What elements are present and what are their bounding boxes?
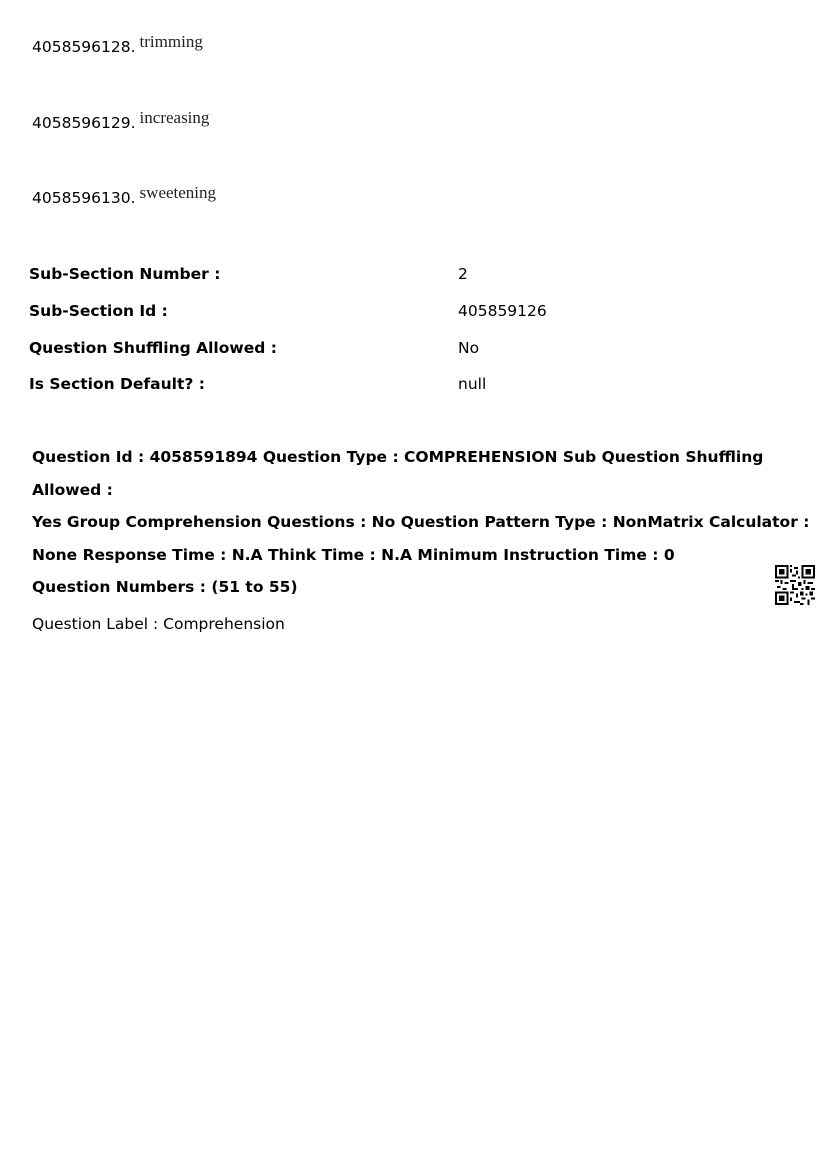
table-row: [29, 329, 589, 366]
question-header-line: Yes Group Comprehension Questions : No Question Pattern Type : NonMatrix Calculator :: [32, 513, 810, 532]
option-row: [32, 108, 209, 133]
question-numbers: Question Numbers : (51 to 55): [32, 577, 298, 596]
question-shuffling-value: No: [458, 338, 480, 357]
option-word-image: sweetening: [139, 183, 217, 202]
option-id: 4058596129.: [32, 114, 136, 132]
option-word-image: trimming: [139, 32, 203, 51]
section-default-value: null: [458, 375, 487, 394]
question-label: Question Label : Comprehension: [32, 614, 285, 633]
sub-section-number-label: Sub-Section Number :: [29, 265, 221, 284]
qr-code-icon: [775, 565, 815, 605]
option-row: [32, 32, 203, 57]
table-row: [29, 293, 589, 330]
table-row: [29, 366, 589, 403]
question-header-line: Question Id : 4058591894 Question Type : COMPREHENSION Sub Question Shuffling Allowed :: [32, 448, 764, 499]
table-row: [29, 256, 589, 293]
question-header-line: None Response Time : N.A Think Time : N.A Minimum Instruction Time : 0: [32, 546, 675, 565]
sub-section-id-value: 405859126: [458, 302, 547, 321]
section-default-label: Is Section Default? :: [29, 375, 205, 394]
option-id: 4058596130.: [32, 189, 136, 207]
question-block: [32, 441, 812, 634]
sub-section-id-label: Sub-Section Id :: [29, 302, 168, 321]
sub-section-table: [29, 256, 589, 403]
question-shuffling-label: Question Shuffling Allowed :: [29, 338, 277, 357]
option-word-image: increasing: [139, 108, 210, 127]
sub-section-number-value: 2: [458, 265, 468, 284]
option-id: 4058596128.: [32, 38, 136, 56]
option-row: [32, 183, 216, 208]
